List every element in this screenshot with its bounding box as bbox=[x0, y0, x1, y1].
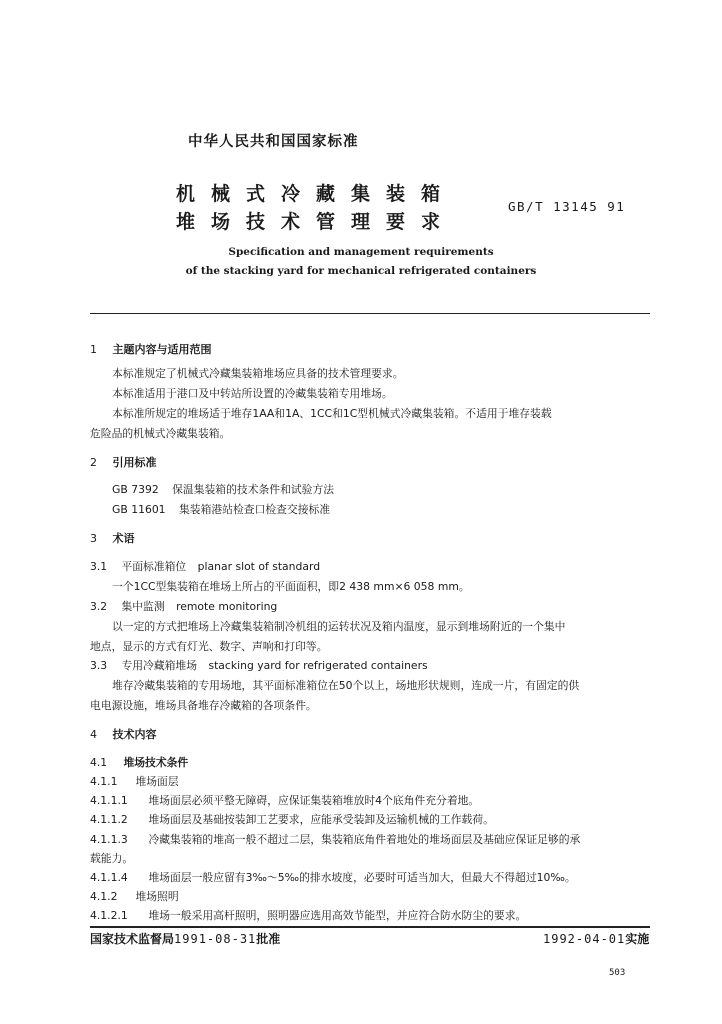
term-english: stacking yard for refrigerated containers bbox=[208, 659, 428, 672]
footer-divider bbox=[90, 926, 650, 928]
clause-text: 堆场一般采用高杆照明，照明器应选用高效节能型，并应符合防水防尘的要求。 bbox=[148, 909, 527, 922]
term-heading bbox=[90, 559, 650, 574]
term-heading bbox=[90, 599, 650, 614]
section-heading bbox=[90, 530, 135, 546]
clause-text: 冷藏集装箱的堆高一般不超过二层，集装箱底角件着地处的堆场面层及基础应保证足够的承 bbox=[148, 833, 581, 846]
section-title: 术语 bbox=[112, 532, 135, 545]
header-divider bbox=[90, 313, 650, 314]
effective-line bbox=[543, 930, 649, 947]
term-english: planar slot of standard bbox=[197, 560, 321, 573]
term-definition: 堆存冷藏集装箱的专用场地，其平面标准箱位在50个以上，场地形状规则，连成一片，有固定的供 bbox=[112, 679, 580, 692]
reference-code: GB 11601 bbox=[112, 503, 166, 516]
document-title-line1: 机械式冷藏集装箱 bbox=[176, 183, 457, 205]
clause-text: 堆场面层一般应留有3‰～5‰的排水坡度，必要时可适当加大，但最大不得超过10‰。 bbox=[148, 871, 576, 884]
approval-label: 批准 bbox=[256, 932, 281, 946]
clause-number: 4.1.2 bbox=[90, 890, 118, 903]
term-title: 专用冷藏箱堆场 bbox=[121, 659, 198, 672]
standard-number: GB/T 13145 91 bbox=[508, 199, 626, 214]
reference-title: 集装箱港站检查口检查交接标准 bbox=[179, 503, 331, 516]
document-title-line2: 堆场技术管理要求 bbox=[176, 211, 457, 233]
section-number: 1 bbox=[90, 343, 97, 356]
clause-text: 堆场面层及基础按装卸工艺要求，应能承受装卸及运输机械的工作载荷。 bbox=[148, 813, 494, 826]
term-number: 3.2 bbox=[90, 600, 108, 613]
reference-code: GB 7392 bbox=[112, 483, 159, 496]
issuing-authority: 国家技术监督局 bbox=[90, 932, 175, 946]
section-title: 引用标准 bbox=[112, 456, 157, 469]
clause bbox=[90, 793, 650, 808]
clause bbox=[90, 908, 650, 923]
term-number: 3.3 bbox=[90, 659, 108, 672]
section-number: 4 bbox=[90, 728, 97, 741]
term-english: remote monitoring bbox=[176, 600, 278, 613]
paragraph: 本标准规定了机械式冷藏集装箱堆场应具备的技术管理要求。 bbox=[112, 367, 404, 380]
section-title: 主题内容与适用范围 bbox=[112, 343, 212, 356]
subsection-heading bbox=[90, 774, 650, 789]
clause-number: 4.1.1 bbox=[90, 775, 118, 788]
subsection-heading bbox=[90, 889, 650, 904]
paragraph-continuation: 危险品的机械式冷藏集装箱。 bbox=[90, 427, 231, 440]
clause-number: 4.1.1.1 bbox=[90, 794, 128, 807]
term-title: 集中监测 bbox=[121, 600, 165, 613]
effective-date: 1992-04-01 bbox=[543, 932, 626, 946]
clause-number: 4.1.1.3 bbox=[90, 833, 128, 846]
section-number: 3 bbox=[90, 532, 97, 545]
term-definition-continuation: 电电源设施，堆场具备堆存冷藏箱的各项条件。 bbox=[90, 699, 317, 712]
clause-number: 4.1.2.1 bbox=[90, 909, 128, 922]
term-definition: 以一定的方式把堆场上冷藏集装箱制冷机组的运转状况及箱内温度，显示到堆场附近的一个集中 bbox=[112, 620, 566, 633]
paragraph: 本标准所规定的堆场适于堆存1AA和1A、1CC和1C型机械式冷藏集装箱。不适用于堆存装载 bbox=[112, 407, 552, 420]
english-title-line2: of the stacking yard for mechanical refrigerated containers bbox=[185, 265, 537, 277]
national-standard-heading: 中华人民共和国国家标准 bbox=[188, 134, 359, 150]
paragraph: 本标准适用于港口及中转站所设置的冷藏集装箱专用堆场。 bbox=[112, 387, 393, 400]
clause-title: 堆场面层 bbox=[135, 775, 179, 788]
reference-title: 保温集装箱的技术条件和试验方法 bbox=[172, 483, 335, 496]
clause-title: 堆场技术条件 bbox=[123, 756, 189, 769]
approval-line bbox=[90, 930, 280, 947]
term-title: 平面标准箱位 bbox=[121, 560, 187, 573]
clause-number: 4.1.1.2 bbox=[90, 813, 128, 826]
clause-text: 堆场面层必须平整无障碍，应保证集装箱堆放时4个底角件充分着地。 bbox=[148, 794, 480, 807]
clause-continuation: 载能力。 bbox=[90, 852, 134, 865]
term-definition: 一个1CC型集装箱在堆场上所占的平面面积，即2 438 mm×6 058 mm。 bbox=[112, 580, 470, 593]
effective-label: 实施 bbox=[625, 932, 650, 946]
approval-date: 1991-08-31 bbox=[174, 932, 257, 946]
reference-item bbox=[90, 502, 672, 517]
clause-number: 4.1.1.4 bbox=[90, 871, 128, 884]
reference-item bbox=[90, 482, 672, 497]
english-title-line1: Specification and management requirements bbox=[228, 246, 494, 258]
clause bbox=[90, 812, 650, 827]
subsection-heading bbox=[90, 755, 650, 770]
clause-number: 4.1 bbox=[90, 756, 108, 769]
section-number: 2 bbox=[90, 456, 97, 469]
section-heading bbox=[90, 726, 157, 742]
clause bbox=[90, 832, 650, 847]
section-heading bbox=[90, 341, 212, 357]
section-title: 技术内容 bbox=[112, 728, 157, 741]
term-heading bbox=[90, 658, 650, 673]
term-number: 3.1 bbox=[90, 560, 108, 573]
term-definition-continuation: 地点，显示的方式有灯光、数字、声响和打印等。 bbox=[90, 640, 328, 653]
clause bbox=[90, 870, 650, 885]
page-number: 503 bbox=[609, 968, 626, 978]
section-heading bbox=[90, 454, 157, 470]
clause-title: 堆场照明 bbox=[135, 890, 179, 903]
